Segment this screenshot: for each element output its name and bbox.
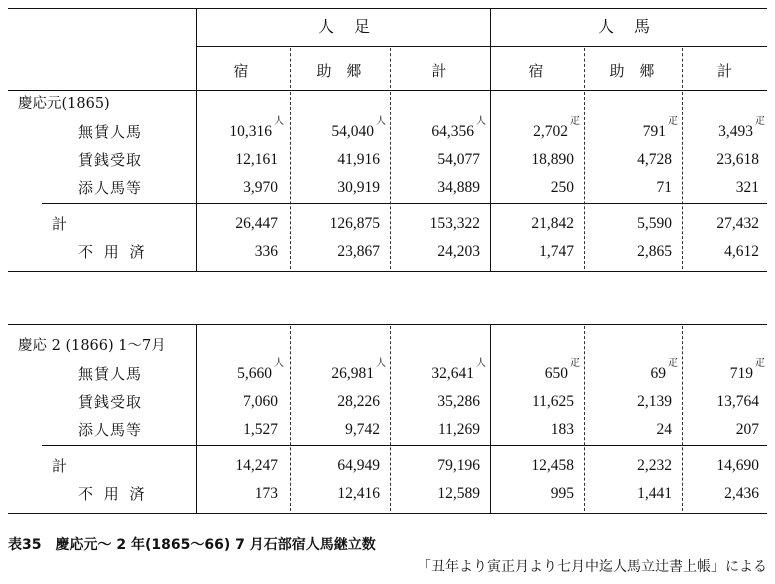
table-cell: 5,660: [237, 365, 272, 382]
table-cell: 54,077: [437, 151, 480, 168]
unit-mark: 人: [274, 116, 284, 127]
people-group-label: 人 足: [317, 17, 372, 36]
table-cell: 2,702: [533, 123, 568, 140]
unused-cell: 336: [254, 243, 278, 260]
table-cell: 32,641: [431, 365, 474, 382]
total-cell: 14,690: [716, 457, 759, 474]
header-top-rule: [8, 8, 767, 9]
table2-column-divider: [290, 326, 291, 511]
total-separator: [42, 445, 767, 446]
table-cell: 71: [656, 179, 672, 196]
total-cell: 12,458: [531, 457, 574, 474]
unused-cell: 1,747: [539, 243, 574, 260]
total-cell: 27,432: [716, 215, 759, 232]
table-cell: 12,161: [235, 151, 278, 168]
column-header: 計: [716, 62, 732, 80]
table2-top-rule: [8, 324, 767, 325]
table-cell: 207: [735, 421, 759, 438]
table2-group-divider: [490, 324, 491, 513]
unit-mark: 疋: [755, 358, 765, 369]
table-cell: 64,356: [431, 123, 474, 140]
table-cell: 41,916: [337, 151, 380, 168]
unused-label: 不 用 済: [78, 485, 148, 503]
row-label: 添人馬等: [78, 179, 143, 197]
column-header: 宿: [528, 62, 544, 80]
unit-mark: 疋: [755, 116, 765, 127]
table1-group-divider: [490, 90, 491, 271]
unused-cell: 12,589: [437, 485, 480, 502]
total-separator: [42, 203, 767, 204]
table-cell: 69: [650, 365, 666, 382]
table-cell: 183: [550, 421, 574, 438]
period-label: 慶応元(1865): [18, 96, 110, 112]
unit-mark: 疋: [570, 358, 580, 369]
column-header: 計: [431, 62, 447, 80]
table-cell: 30,919: [337, 179, 380, 196]
row-label: 賃銭受取: [78, 151, 143, 169]
table-cell: 250: [550, 179, 574, 196]
table1-bottom-rule: [8, 271, 767, 272]
table2-bottom-rule: [8, 513, 767, 514]
total-cell: 79,196: [437, 457, 480, 474]
unused-cell: 2,436: [724, 485, 759, 502]
total-label: 計: [52, 215, 68, 233]
table2-column-divider: [584, 326, 585, 511]
table-cell: 11,269: [437, 421, 480, 438]
total-cell: 14,247: [235, 457, 278, 474]
unit-mark: 人: [476, 358, 486, 369]
row-label: 無賃人馬: [78, 123, 143, 141]
horses-group-label: 人 馬: [597, 17, 652, 36]
table-cell: 23,618: [716, 151, 759, 168]
table1-column-divider: [390, 92, 391, 269]
total-cell: 2,232: [637, 457, 672, 474]
table-caption: 表35 慶応元〜 2 年(1865〜66) 7 月石部宿人馬継立数: [8, 537, 376, 553]
unused-cell: 12,416: [337, 485, 380, 502]
table-cell: 2,139: [637, 393, 672, 410]
table-cell: 35,286: [437, 393, 480, 410]
table1-column-divider: [584, 92, 585, 269]
table-cell: 719: [729, 365, 753, 382]
total-cell: 21,842: [531, 215, 574, 232]
unused-cell: 2,865: [637, 243, 672, 260]
total-cell: 153,322: [429, 215, 480, 232]
unit-mark: 人: [376, 358, 386, 369]
table2-column-divider: [390, 326, 391, 511]
table-cell: 650: [544, 365, 568, 382]
table1-column-divider: [682, 92, 683, 269]
table-cell: 11,625: [531, 393, 574, 410]
unused-cell: 23,867: [337, 243, 380, 260]
unused-cell: 173: [254, 485, 278, 502]
table-cell: 54,040: [331, 123, 374, 140]
total-cell: 64,949: [337, 457, 380, 474]
table-cell: 4,728: [637, 151, 672, 168]
table-cell: 18,890: [531, 151, 574, 168]
table-cell: 3,493: [718, 123, 753, 140]
table-cell: 7,060: [243, 393, 278, 410]
table-cell: 3,970: [243, 179, 278, 196]
table-cell: 28,226: [337, 393, 380, 410]
header-bottom-rule: [8, 90, 767, 91]
unit-mark: 疋: [668, 116, 678, 127]
unused-label: 不 用 済: [78, 243, 148, 261]
table-cell: 34,889: [437, 179, 480, 196]
header-mid-rule: [196, 46, 767, 47]
column-header: 宿: [233, 62, 249, 80]
period-label: 慶応 2 (1866) 1〜7月: [18, 338, 166, 354]
column-header: 助 郷: [316, 62, 362, 80]
unit-mark: 人: [476, 116, 486, 127]
table-cell: 10,316: [229, 123, 272, 140]
unit-mark: 疋: [570, 116, 580, 127]
table-cell: 1,527: [243, 421, 278, 438]
table1-column-divider: [290, 92, 291, 269]
table1-left-divider: [196, 90, 197, 271]
table-cell: 13,764: [716, 393, 759, 410]
table-cell: 321: [735, 179, 759, 196]
table2-left-divider: [196, 324, 197, 513]
unused-cell: 995: [550, 485, 574, 502]
column-header: 助 郷: [609, 62, 655, 80]
unused-cell: 1,441: [637, 485, 672, 502]
table-cell: 9,742: [345, 421, 380, 438]
row-label: 無賃人馬: [78, 365, 143, 383]
total-cell: 26,447: [235, 215, 278, 232]
table-cell: 791: [642, 123, 666, 140]
total-cell: 126,875: [329, 215, 380, 232]
unit-mark: 疋: [668, 358, 678, 369]
unused-cell: 4,612: [724, 243, 759, 260]
total-label: 計: [52, 457, 68, 475]
unit-mark: 人: [376, 116, 386, 127]
row-label: 添人馬等: [78, 421, 143, 439]
source-note: 「丑年より寅正月より七月中迄人馬立辻書上帳」による: [417, 559, 767, 575]
table2-column-divider: [682, 326, 683, 511]
table-cell: 26,981: [331, 365, 374, 382]
unit-mark: 人: [274, 358, 284, 369]
table-cell: 24: [656, 421, 672, 438]
row-label: 賃銭受取: [78, 393, 143, 411]
unused-cell: 24,203: [437, 243, 480, 260]
total-cell: 5,590: [637, 215, 672, 232]
